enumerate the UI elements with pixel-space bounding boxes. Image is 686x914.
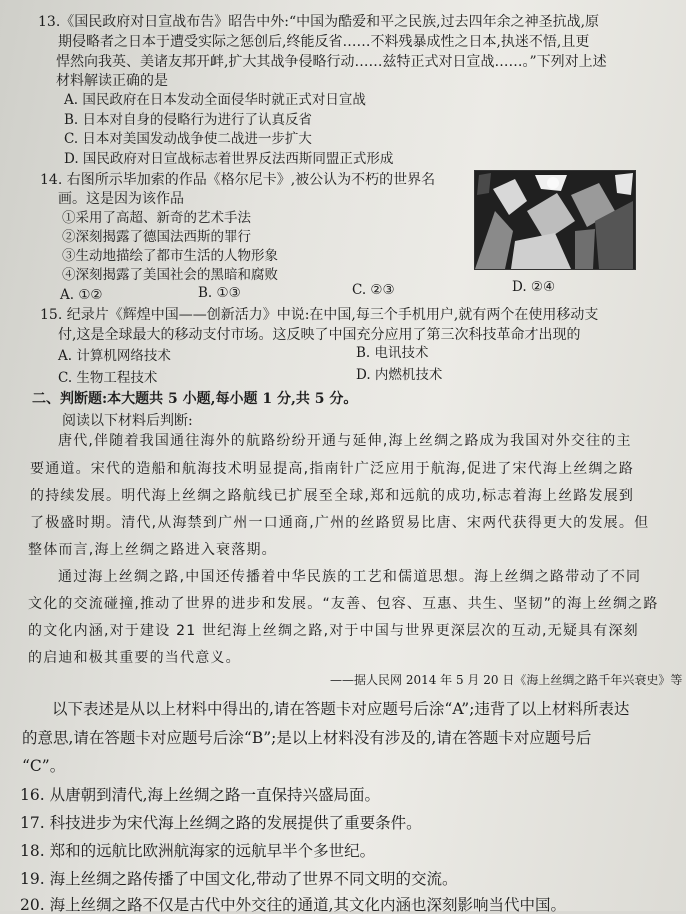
- q14-item-3: ③生动地描绘了都市生活的人物形象: [62, 248, 278, 264]
- section-2-title: 二、判断题:本大题共 5 小题,每小题 1 分,共 5 分。: [32, 391, 358, 407]
- q13-stem-line-2: 期侵略者之日本于遭受实际之惩创后,终能反省……不料残暴成性之日本,执迷不悟,且更: [58, 34, 590, 50]
- q13-option-b: B. 日本对自身的侵略行为进行了认真反省: [64, 112, 313, 128]
- guernica-painting-graphic: [475, 171, 635, 269]
- passage-line-5: 整体而言,海上丝绸之路进入衰落期。: [28, 542, 277, 558]
- q14-stem-line-1: 14. 右图所示毕加索的作品《格尔尼卡》,被公认为不朽的世界名: [40, 172, 436, 188]
- q14-option-a: A. ①②: [60, 287, 103, 303]
- q13-option-d: D. 国民政府对日宣战标志着世界反法西斯同盟正式形成: [64, 151, 394, 167]
- passage-line-1: 唐代,伴随着我国通往海外的航路纷纷开通与延伸,海上丝绸之路成为我国对外交往的主: [58, 433, 632, 449]
- statement-20: 20. 海上丝绸之路不仅是古代中外交往的通道,其文化内涵也深刻影响当代中国。: [20, 896, 567, 914]
- q13-option-a: A. 国民政府在日本发动全面侵华时就正式对日宣战: [64, 92, 366, 108]
- q15-option-b: B. 电讯技术: [356, 345, 429, 361]
- statement-16: 16. 从唐朝到清代,海上丝绸之路一直保持兴盛局面。: [20, 786, 381, 804]
- statement-18: 18. 郑和的远航比欧洲航海家的远航早半个多世纪。: [20, 842, 376, 860]
- q15-stem-line-2: 付,这是全球最大的移动支付市场。这反映了中国充分应用了第三次科技革命才出现的: [58, 327, 581, 343]
- q15-option-c: C. 生物工程技术: [58, 370, 158, 386]
- q13-option-c: C. 日本对美国发动战争使二战进一步扩大: [64, 131, 312, 147]
- q14-stem-line-2: 画。这是因为该作品: [58, 191, 184, 207]
- q13-stem-line-1: 13.《国民政府对日宣战布告》昭告中外:“中国为酷爱和平之民族,过去四年余之神圣抗战,原: [38, 14, 600, 30]
- q14-option-d: D. ②④: [512, 279, 556, 295]
- passage-source: ——据人民网 2014 年 5 月 20 日《海上丝绸之路千年兴衰史》等: [330, 673, 683, 687]
- instructions-line-1: 以下表述是从以上材料中得出的,请在答题卡对应题号后涂“A”;违背了以上材料所表达: [52, 700, 630, 718]
- passage-line-8: 的文化内涵,对于建设 21 世纪海上丝绸之路,对于中国与世界更深层次的互动,无疑具有深刻: [28, 623, 639, 639]
- passage-line-9: 的启迪和极其重要的当代意义。: [28, 650, 241, 666]
- q14-item-1: ①采用了高超、新奇的艺术手法: [62, 210, 251, 226]
- section-2-intro: 阅读以下材料后判断:: [62, 413, 193, 429]
- passage-line-7: 文化的交流碰撞,推动了世界的进步和发展。“友善、包容、互惠、共生、坚韧”的海上丝绸之路: [28, 596, 659, 612]
- q13-stem-line-4: 材料解读正确的是: [56, 73, 168, 89]
- guernica-painting-image: [474, 170, 636, 270]
- q14-option-c: C. ②③: [352, 282, 395, 298]
- q15-stem-line-1: 15. 纪录片《辉煌中国——创新活力》中说:在中国,每三个手机用户,就有两个在使用移动支: [40, 307, 599, 323]
- statement-19: 19. 海上丝绸之路传播了中国文化,带动了世界不同文明的交流。: [20, 870, 458, 888]
- q14-option-b: B. ①③: [198, 285, 241, 301]
- passage-line-2: 要通道。宋代的造船和航海技术明显提高,指南针广泛应用于航海,促进了宋代海上丝绸之路: [30, 461, 635, 477]
- q14-item-2: ②深刻揭露了德国法西斯的罪行: [62, 229, 251, 245]
- passage-line-3: 的持续发展。明代海上丝绸之路航线已扩展至全球,郑和远航的成功,标志着海上丝路发展到: [30, 488, 635, 504]
- passage-line-4: 了极盛时期。清代,从海禁到广州一口通商,广州的丝路贸易比唐、宋两代获得更大的发展。但: [30, 515, 650, 531]
- passage-line-6: 通过海上丝绸之路,中国还传播着中华民族的工艺和儒道思想。海上丝绸之路带动了不同: [58, 569, 642, 585]
- statement-17: 17. 科技进步为宋代海上丝绸之路的发展提供了重要条件。: [20, 814, 422, 832]
- instructions-line-2: 的意思,请在答题卡对应题号后涂“B”;是以上材料没有涉及的,请在答题卡对应题号后: [22, 729, 592, 747]
- q15-option-d: D. 内燃机技术: [356, 367, 443, 383]
- q13-stem-line-3: 悍然向我英、美诸友邦开衅,扩大其战争侵略行动……兹特正式对日宣战……。”下列对上述: [56, 54, 607, 70]
- q15-option-a: A. 计算机网络技术: [58, 348, 171, 364]
- instructions-line-3: “C”。: [22, 757, 66, 775]
- q14-item-4: ④深刻揭露了美国社会的黑暗和腐败: [62, 267, 278, 283]
